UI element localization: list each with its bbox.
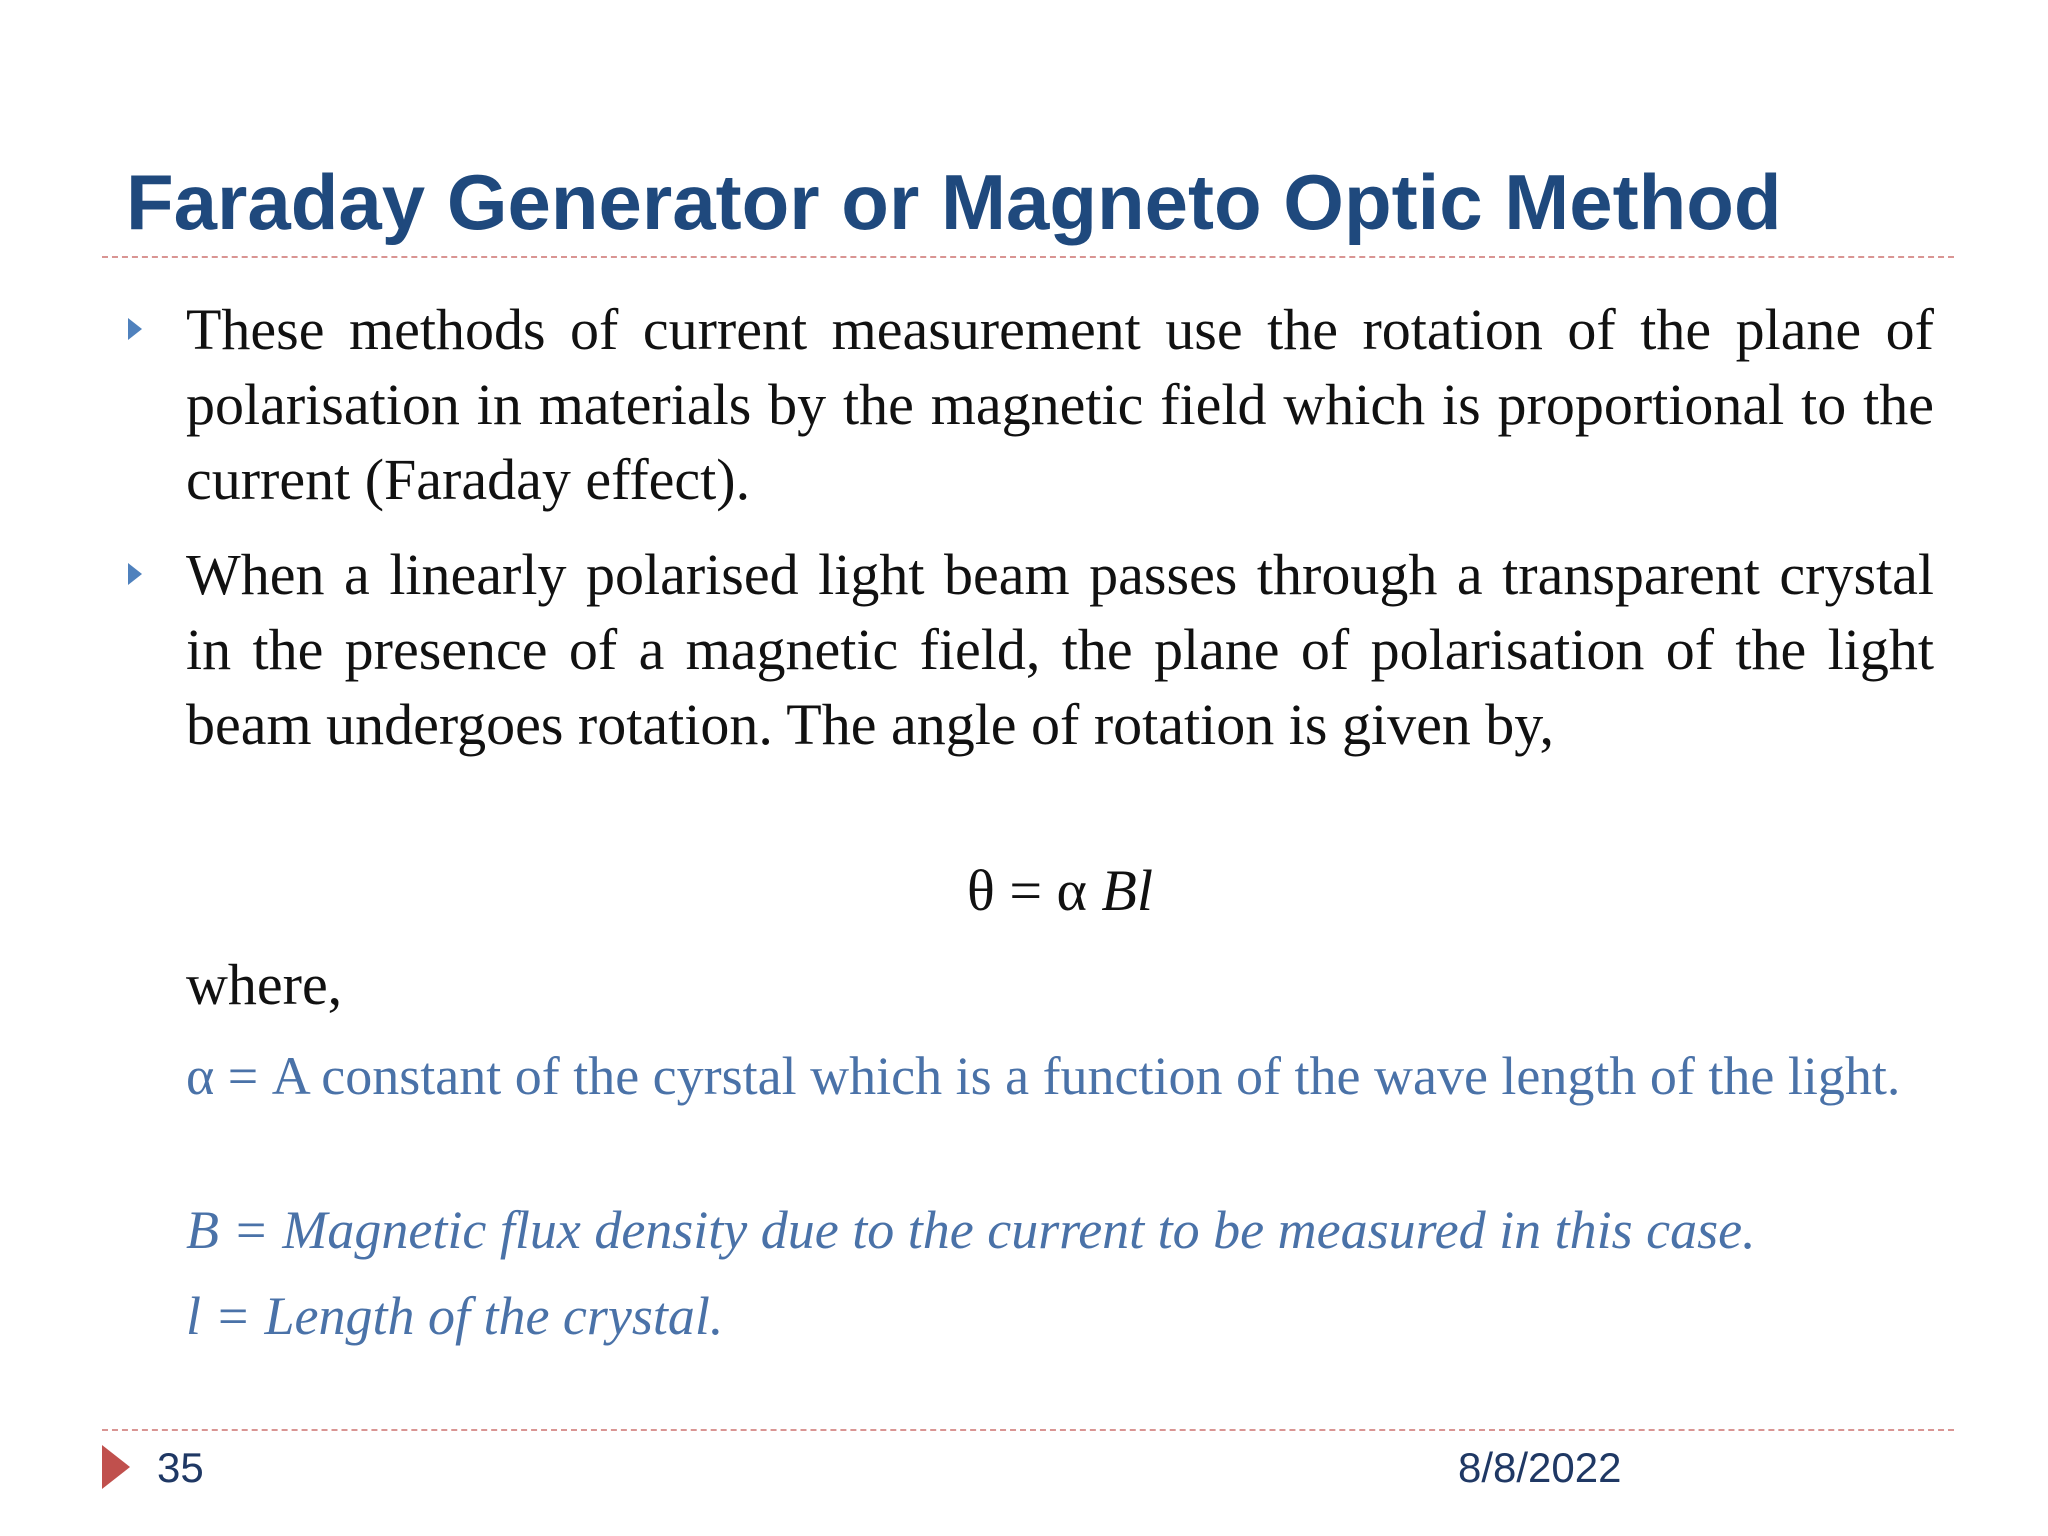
equation-lhs: θ = α	[967, 858, 1102, 923]
slide-title: Faraday Generator or Magneto Optic Method	[126, 158, 1782, 246]
definition-alpha: α = A constant of the cyrstal which is a function of the wave length of the light.	[186, 1046, 1901, 1106]
footer-arrow-icon	[102, 1445, 130, 1489]
footer-divider	[102, 1429, 1954, 1431]
page-number: 35	[157, 1444, 204, 1491]
bullet-marker-2	[128, 563, 142, 585]
where-label: where,	[186, 952, 343, 1017]
bullet-text-1: These methods of current measurement use the rotation of the plane of polarisation in materials by the magnetic field which is proportional to the current (Faraday effect).	[186, 297, 1934, 512]
equation	[186, 853, 1934, 928]
bullet-marker-1	[128, 318, 142, 340]
bullet-text-2: When a linearly polarised light beam passes through a transparent crystal in the presence of a magnetic field, the plane of polarisation of the light beam undergoes rotation. The angle of rotation is given by,	[186, 542, 1934, 757]
equation-rhs: Bl	[1101, 858, 1153, 923]
definition-l: l = Length of the crystal.	[186, 1286, 724, 1346]
title-divider	[102, 256, 1954, 258]
slide-date: 8/8/2022	[1458, 1444, 1622, 1491]
definition-b: B = Magnetic flux density due to the current to be measured in this case.	[186, 1200, 1756, 1260]
